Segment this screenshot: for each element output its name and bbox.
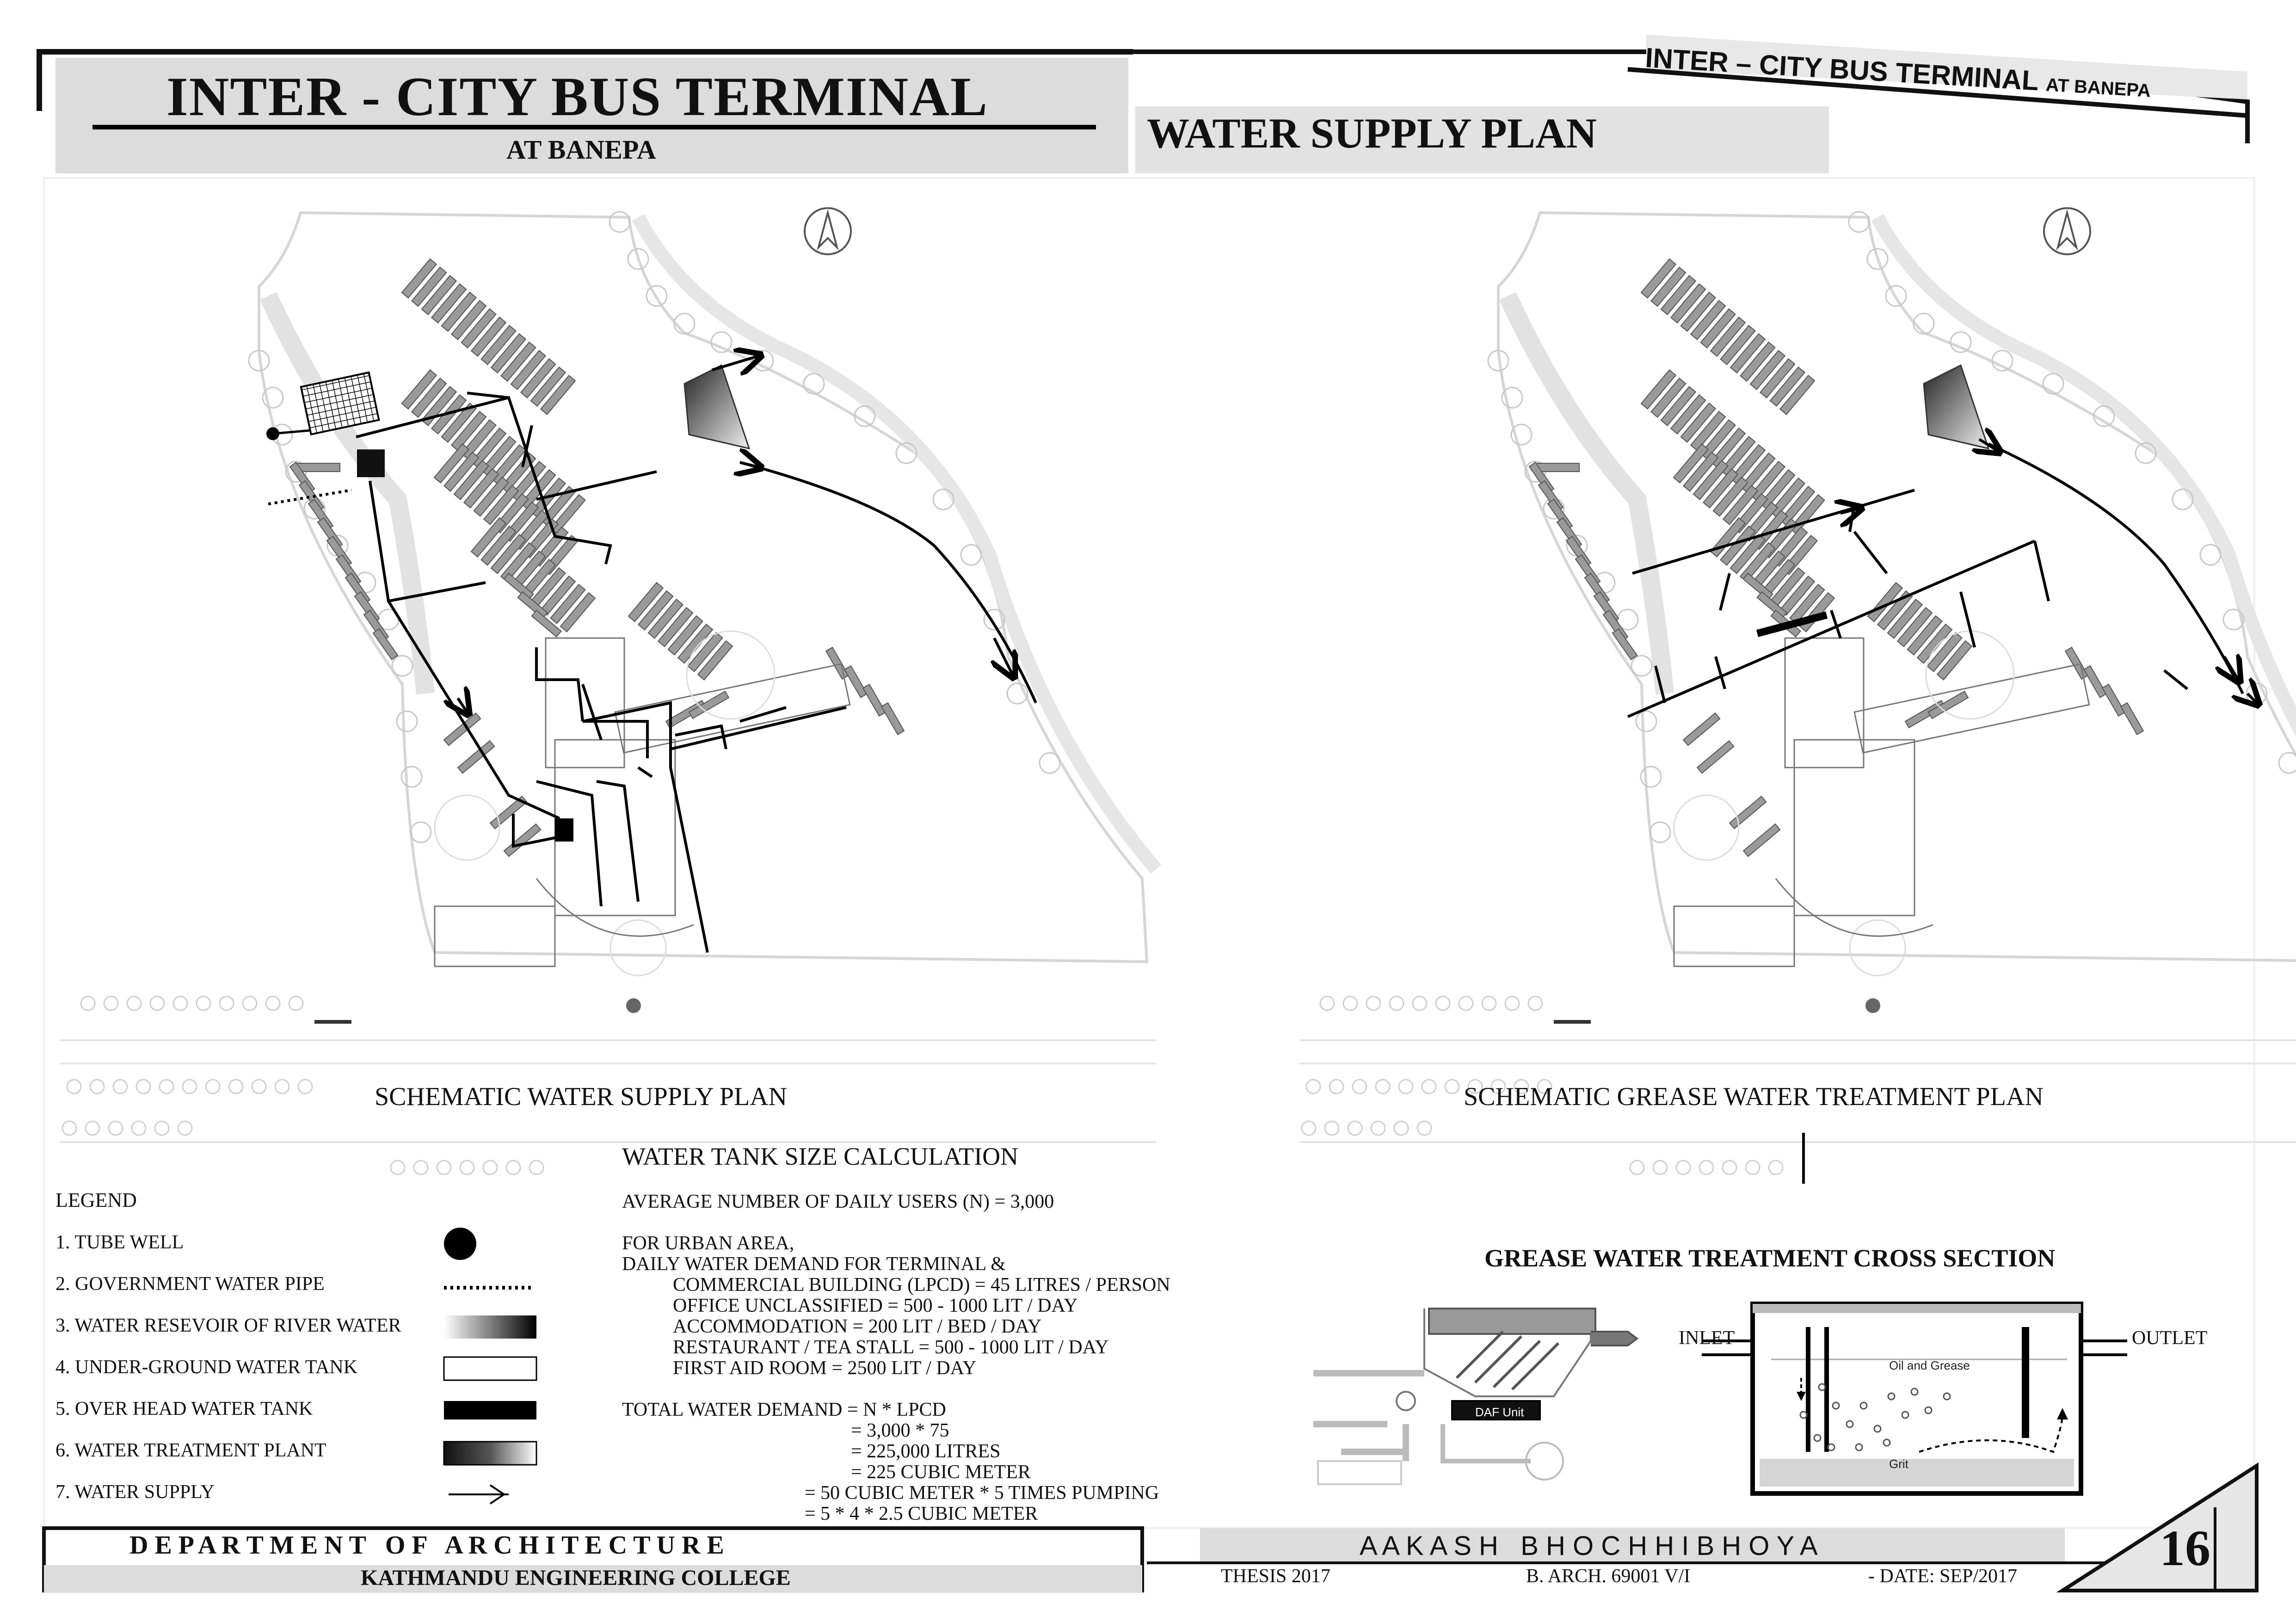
reservoir-symbol <box>444 1315 536 1339</box>
daf-unit-diagram <box>1313 1309 1637 1484</box>
calc-line: AVERAGE NUMBER OF DAILY USERS (N) = 3,000 <box>622 1191 1054 1212</box>
calc-line: = 225 CUBIC METER <box>851 1462 1031 1483</box>
project-title: INTER - CITY BUS TERMINAL <box>166 66 988 127</box>
calc-line: = 3,000 * 75 <box>851 1420 949 1441</box>
corner-title-main: INTER – CITY BUS TERMINAL <box>1644 42 2039 97</box>
thesis-year: THESIS 2017 <box>1221 1566 1330 1587</box>
water-supply-plan-label: SCHEMATIC WATER SUPPLY PLAN <box>375 1082 788 1111</box>
daf-unit-label: DAF Unit <box>1475 1405 1524 1419</box>
grease-treatment-site-plan <box>1299 208 2296 1184</box>
grease-plan-label: SCHEMATIC GREASE WATER TREATMENT PLAN <box>1464 1082 2044 1111</box>
calc-line: COMMERCIAL BUILDING (LPCD) = 45 LITRES / PERSON <box>673 1274 1170 1296</box>
calc-line: TOTAL WATER DEMAND = N * LPCD <box>622 1399 946 1420</box>
legend-item-reservoir: 3. WATER RESEVOIR OF RIVER WATER <box>55 1315 401 1336</box>
calc-line: OFFICE UNCLASSIFIED = 500 - 1000 LIT / DAY <box>673 1295 1078 1316</box>
legend-item-govt-pipe: 2. GOVERNMENT WATER PIPE <box>55 1273 325 1295</box>
corner-title-sub: AT BANEPA <box>2045 74 2152 101</box>
calc-line: FOR URBAN AREA, <box>622 1233 794 1254</box>
calc-line: = 225,000 LITRES <box>851 1441 1001 1462</box>
legend-item-tube-well: 1. TUBE WELL <box>55 1232 184 1253</box>
calc-line: RESTAURANT / TEA STALL = 500 - 1000 LIT / DAY <box>673 1337 1109 1358</box>
college-name: KATHMANDU ENGINEERING COLLEGE <box>361 1566 791 1590</box>
calculation-heading: WATER TANK SIZE CALCULATION <box>622 1143 1019 1170</box>
tube-well-symbol <box>444 1228 476 1260</box>
legend-item-water-supply: 7. WATER SUPPLY <box>55 1481 215 1503</box>
overhead-tank-symbol <box>444 1401 536 1419</box>
calc-line: FIRST AID ROOM = 2500 LIT / DAY <box>673 1358 977 1379</box>
degree-code: B. ARCH. 69001 V/I <box>1526 1566 1691 1587</box>
sheet-date: - DATE: SEP/2017 <box>1868 1566 2018 1587</box>
legend-item-underground-tank: 4. UNDER-GROUND WATER TANK <box>55 1357 358 1378</box>
legend-symbols <box>444 1228 536 1504</box>
treatment-plant-symbol <box>444 1442 536 1465</box>
calc-line: ACCOMMODATION = 200 LIT / BED / DAY <box>673 1316 1042 1337</box>
water-supply-site-plan <box>60 208 1156 1174</box>
department-name: D E P A R T M E N T O F A R C H I T E C T U R E <box>129 1531 724 1560</box>
legend-item-overhead-tank: 5. OVER HEAD WATER TANK <box>55 1398 313 1419</box>
water-supply-symbol <box>449 1485 509 1504</box>
outlet-label: OUTLET <box>2132 1327 2208 1349</box>
grit-label: Grit <box>1889 1457 1908 1471</box>
underground-tank-symbol <box>444 1357 536 1380</box>
calc-line: DAILY WATER DEMAND FOR TERMINAL & <box>622 1253 1006 1275</box>
grease-trap-section <box>1702 1304 2127 1493</box>
calc-line: = 50 CUBIC METER * 5 TIMES PUMPING <box>805 1482 1159 1504</box>
calc-line: = 5 * 4 * 2.5 CUBIC METER <box>805 1503 1038 1524</box>
author-name: A A K A S H B H O C H H I B H O Y A <box>1360 1531 1818 1561</box>
oil-grease-label: Oil and Grease <box>1889 1358 1970 1372</box>
legend-heading: LEGEND <box>55 1189 137 1211</box>
page-number: 16 <box>2160 1520 2210 1576</box>
sheet-title: WATER SUPPLY PLAN <box>1147 110 1597 157</box>
inlet-label: INLET <box>1679 1327 1735 1349</box>
cross-section-heading: GREASE WATER TREATMENT CROSS SECTION <box>1484 1244 2056 1272</box>
legend-item-treatment-plant: 6. WATER TREATMENT PLANT <box>55 1440 326 1461</box>
project-subtitle: AT BANEPA <box>506 135 656 165</box>
